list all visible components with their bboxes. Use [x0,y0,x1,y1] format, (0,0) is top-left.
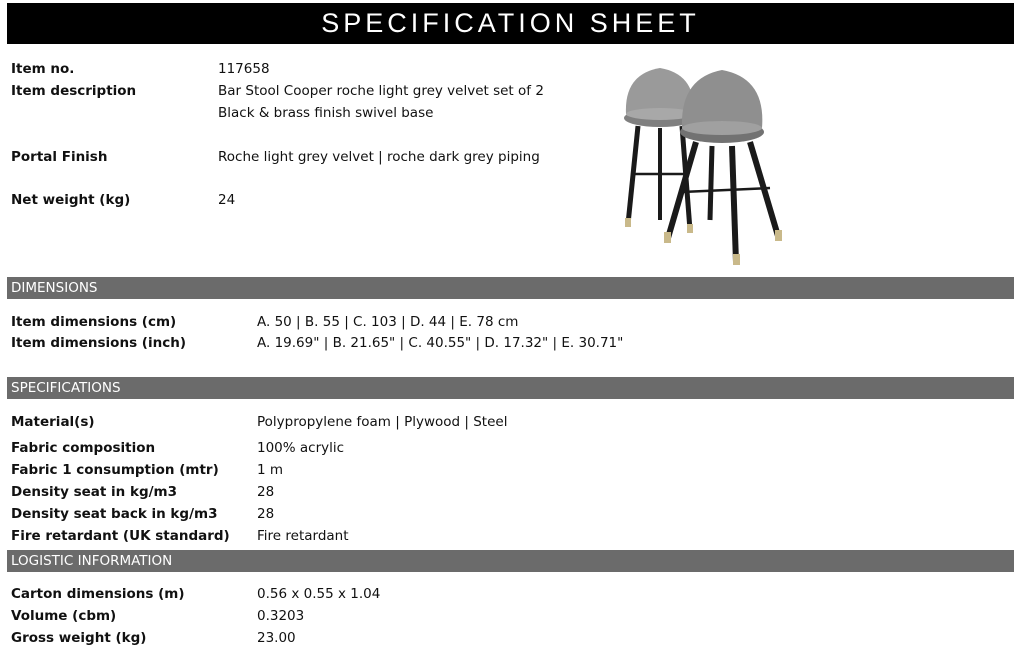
density-seat-value: 28 [257,484,275,500]
fire-retardant-label: Fire retardant (UK standard) [11,528,230,544]
volume-label: Volume (cbm) [11,608,117,624]
dimensions-header: DIMENSIONS [7,277,1014,299]
fabric-composition-value: 100% acrylic [257,440,345,456]
item-description-line-1: Bar Stool Cooper roche light grey velvet set of 2 [218,83,544,99]
bar-stool-pair-image [590,52,820,270]
page-title: SPECIFICATION SHEET [7,3,1014,44]
fabric-composition-label: Fabric composition [11,440,156,456]
dimensions-inch-value: A. 19.69" | B. 21.65" | C. 40.55" | D. 17.32" | E. 30.71" [257,335,624,351]
dimensions-inch-label: Item dimensions (inch) [11,335,186,351]
portal-finish-label: Portal Finish [11,149,108,165]
gross-weight-value: 23.00 [257,630,296,646]
carton-dimensions-value: 0.56 x 0.55 x 1.04 [257,586,381,602]
fabric-consumption-value: 1 m [257,462,284,478]
item-description-line-2: Black & brass finish swivel base [218,105,434,121]
item-no-label: Item no. [11,61,75,77]
density-seat-back-label: Density seat back in kg/m3 [11,506,218,522]
carton-dimensions-label: Carton dimensions (m) [11,586,185,602]
density-seat-label: Density seat in kg/m3 [11,484,178,500]
item-no-value: 117658 [218,61,270,77]
dimensions-cm-label: Item dimensions (cm) [11,314,177,330]
item-description-label: Item description [11,83,137,99]
dimensions-cm-value: A. 50 | B. 55 | C. 103 | D. 44 | E. 78 cm [257,314,519,330]
material-value: Polypropylene foam | Plywood | Steel [257,414,508,430]
portal-finish-value: Roche light grey velvet | roche dark grey piping [218,149,540,165]
material-label: Material(s) [11,414,95,430]
fire-retardant-value: Fire retardant [257,528,349,544]
gross-weight-label: Gross weight (kg) [11,630,147,646]
net-weight-value: 24 [218,192,236,208]
volume-value: 0.3203 [257,608,305,624]
logistic-information-header: LOGISTIC INFORMATION [7,550,1014,572]
density-seat-back-value: 28 [257,506,275,522]
specifications-header: SPECIFICATIONS [7,377,1014,399]
net-weight-label: Net weight (kg) [11,192,131,208]
fabric-consumption-label: Fabric 1 consumption (mtr) [11,462,219,478]
back-stool [624,68,696,233]
